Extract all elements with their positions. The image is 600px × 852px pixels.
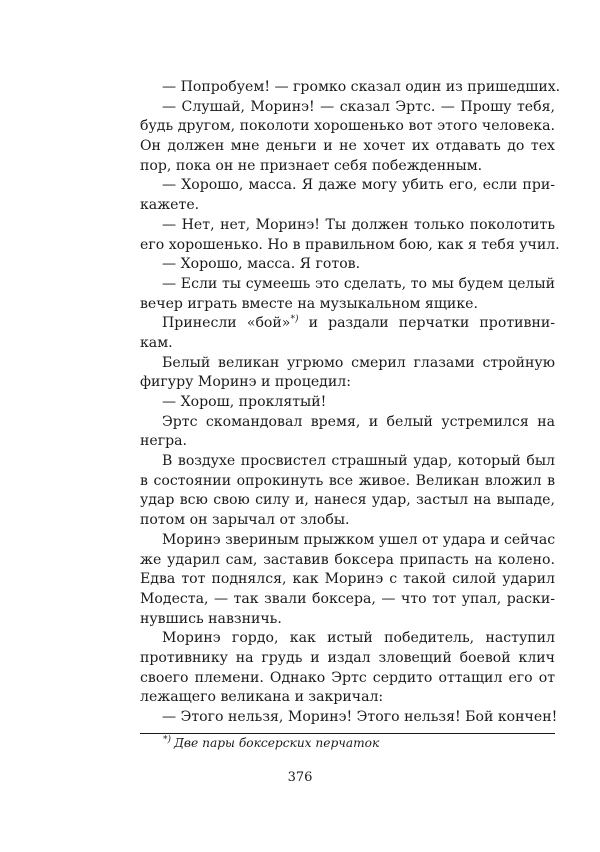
text-line: — Если ты сумеешь это сделать, то мы будем целый xyxy=(162,275,555,292)
text-line: Эртс скомандовал время, и белый устремился на xyxy=(162,413,555,430)
text-line: своего племени. Однако Эртс сердито оттащил его от xyxy=(140,669,555,686)
text-line: — Этого нельзя, Моринэ! Этого нельзя! Бой кончен! xyxy=(162,709,558,725)
footnote-divider xyxy=(140,733,555,734)
text-line: Моринэ звериным прыжком ушел от удара и сейчас xyxy=(162,531,556,548)
text-line: — Хорош, проклятый! xyxy=(162,394,327,410)
text-line: Модеста, — так звали боксера, — что тот упал, раски- xyxy=(140,590,555,607)
text-line: — Нет, нет, Моринэ! Ты должен только поколотить xyxy=(162,216,555,233)
text-line: фигуру Моринэ и процедил: xyxy=(140,374,351,391)
text-line: негра. xyxy=(140,433,188,450)
text-line: в состоянии опрокинуть все живое. Великан вложил в xyxy=(140,472,555,489)
footnote-reference: *) xyxy=(290,314,299,325)
text-line: же ударил сам, заставив боксера припасть на колено. xyxy=(140,551,555,568)
body-text xyxy=(140,78,561,728)
text-line: вечер играть вместе на музыкальном ящике. xyxy=(140,295,478,312)
text-line: кам. xyxy=(140,334,173,351)
text-segment: и раздали перчатки противни- xyxy=(298,315,555,332)
footnote-text: Две пары боксерских перчаток xyxy=(174,736,380,751)
text-line: — Попробуем! — громко сказал один из пришедших. xyxy=(162,79,561,95)
text-line: Моринэ гордо, как истый победитель, наступил xyxy=(162,630,555,647)
text-line: — Хорошо, масса. Я готов. xyxy=(162,256,361,273)
text-line: будь другом, поколоти хорошенько вот этого человека. xyxy=(140,118,555,135)
text-line: пор, пока он не признает себя побежденным. xyxy=(140,157,483,174)
text-line: нувшись навзничь. xyxy=(140,610,282,627)
page-number: 376 xyxy=(287,770,313,785)
footnote-mark: *) xyxy=(163,735,172,745)
footnote xyxy=(163,735,379,750)
text-line: Белый великан угрюмо смерил глазами стройную xyxy=(162,354,555,371)
text-line xyxy=(140,314,555,334)
text-line: — Слушай, Моринэ! — сказал Эртс. — Прошу тебя, xyxy=(162,98,555,115)
text-line: потом он зарычал от злобы. xyxy=(140,512,350,529)
text-segment: Принесли «бой» xyxy=(162,315,291,332)
text-line: лежащего великана и закричал: xyxy=(140,689,384,706)
text-line: Он должен мне деньги и не хочет их отдавать до тех xyxy=(140,138,555,155)
text-line: кажете. xyxy=(140,197,200,214)
text-line: его хорошенько. Но в правильном бою, как я тебя учил. xyxy=(140,236,560,253)
text-line: Едва тот поднялся, как Моринэ с такой силой ударил xyxy=(140,571,555,588)
text-line: удар всю свою силу и, нанеся удар, застыл на выпаде, xyxy=(140,492,555,509)
text-line: — Хорошо, масса. Я даже могу убить его, если при- xyxy=(162,177,555,194)
text-line: противнику на грудь и издал зловещий боевой клич xyxy=(140,649,555,666)
text-line: В воздухе просвистел страшный удар, который был xyxy=(162,453,555,470)
